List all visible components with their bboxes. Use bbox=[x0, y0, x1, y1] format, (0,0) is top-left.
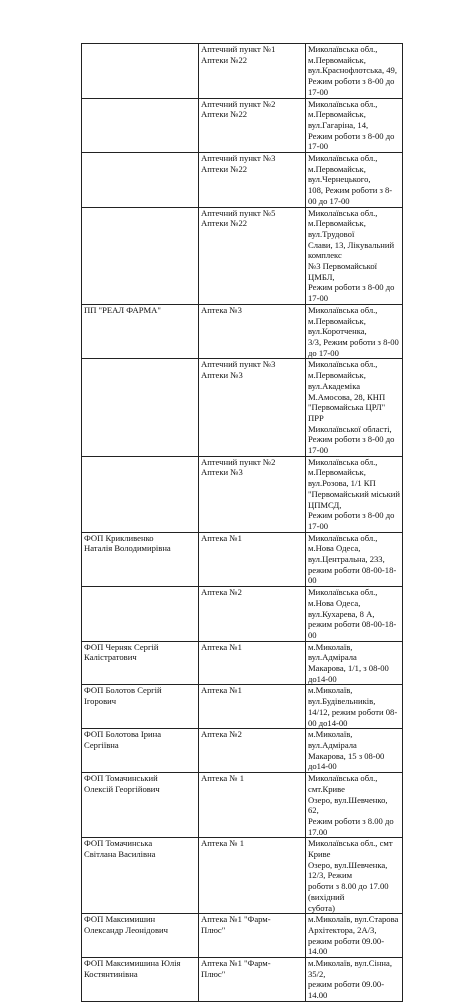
owner-cell bbox=[82, 359, 199, 456]
table-row bbox=[82, 44, 403, 99]
address-cell: Миколаївська обл., м.Первомайськ, вул.Коротченка, 3/3, Режим роботи з 8-00 до 17-00 bbox=[306, 304, 403, 359]
table-row bbox=[82, 153, 403, 208]
address-cell: Миколаївська обл., м.Первомайськ, вул.Академіка М.Амосова, 28, КНП "Первомайська ЦРЛ" ПРР Миколаївської області, Режим роботи з 8-00 до 17-00 bbox=[306, 359, 403, 456]
pharmacy-cell: Аптека №1 bbox=[199, 641, 306, 685]
owner-cell bbox=[82, 207, 199, 304]
table-row bbox=[82, 207, 403, 304]
address-cell: Миколаївська обл., м.Первомайськ, вул.Краснофлотська, 49, Режим роботи з 8-00 до 17-00 bbox=[306, 44, 403, 99]
pharmacy-cell: Аптечний пункт №1 Аптеки №22 bbox=[199, 44, 306, 99]
owner-cell: ФОП Болотова Ірина Сергіївна bbox=[82, 729, 199, 773]
table-row bbox=[82, 587, 403, 642]
address-cell: м.Миколаїв, вул.Будівельників, 14/12, режим роботи 08-00 до14-00 bbox=[306, 685, 403, 729]
owner-cell: ФОП Максимишина Юлія Костянтинівна bbox=[82, 958, 199, 1002]
address-cell: м.Миколаїв, вул.Адмірала Макарова, 15 з 08-00 до14-00 bbox=[306, 729, 403, 773]
table-row bbox=[82, 685, 403, 729]
pharmacy-cell: Аптечний пункт №3 Аптеки №3 bbox=[199, 359, 306, 456]
table-row bbox=[82, 729, 403, 773]
address-cell: Миколаївська обл., м.Первомайськ, вул.Трудової Слави, 13, Лікувальний комплекс №3 Первомайської ЦМБЛ, Режим роботи з 8-00 до 17-00 bbox=[306, 207, 403, 304]
table-row bbox=[82, 958, 403, 1002]
table-row bbox=[82, 532, 403, 587]
owner-cell: ФОП Болотов Сергій Ігорович bbox=[82, 685, 199, 729]
pharmacy-table bbox=[81, 43, 403, 1002]
owner-cell bbox=[82, 153, 199, 208]
address-cell: Миколаївська обл., смт.Криве Озеро, вул.Шевченко, 62, Режим роботи з 8.00 до 17.00 bbox=[306, 773, 403, 838]
address-cell: м.Миколаїв, вул.Адмірала Макарова, 1/1, з 08-00 до14-00 bbox=[306, 641, 403, 685]
pharmacy-cell: Аптечний пункт №2 Аптеки №22 bbox=[199, 98, 306, 153]
owner-cell: ФОП Черняк Сергій Калістратович bbox=[82, 641, 199, 685]
table-row bbox=[82, 773, 403, 838]
address-cell: Миколаївська обл., м.Нова Одеса, вул.Центральна, 233, режим роботи 08-00-18-00 bbox=[306, 532, 403, 587]
pharmacy-cell: Аптека №1 bbox=[199, 532, 306, 587]
pharmacy-cell: Аптека №1 "Фарм- Плюс" bbox=[199, 914, 306, 958]
owner-cell: ФОП Томачинський Олексій Георгійович bbox=[82, 773, 199, 838]
table-row bbox=[82, 914, 403, 958]
address-cell: Миколаївська обл., м.Нова Одеса, вул.Кухарева, 8 А, режим роботи 08-00-18-00 bbox=[306, 587, 403, 642]
pharmacy-cell: Аптека №1 "Фарм- Плюс" bbox=[199, 958, 306, 1002]
table-row bbox=[82, 641, 403, 685]
address-cell: м.Миколаїв, вул.Сінна, 35/2, режим роботи 09.00-14.00 bbox=[306, 958, 403, 1002]
address-cell: Миколаївська обл., м.Первомайськ, вул.Чернецького, 108, Режим роботи з 8-00 до 17-00 bbox=[306, 153, 403, 208]
owner-cell bbox=[82, 587, 199, 642]
table-row bbox=[82, 304, 403, 359]
owner-cell bbox=[82, 44, 199, 99]
pharmacy-cell: Аптека №2 bbox=[199, 729, 306, 773]
pharmacy-cell: Аптечний пункт №2 Аптеки №3 bbox=[199, 456, 306, 532]
owner-cell: ФОП Томачинська Світлана Василівна bbox=[82, 838, 199, 914]
address-cell: Миколаївська обл., смт Криве Озеро, вул.Шевченка, 12/3, Режим роботи з 8.00 до 17.00 (вихідний субота) bbox=[306, 838, 403, 914]
table-row bbox=[82, 456, 403, 532]
pharmacy-cell: Аптека № 1 bbox=[199, 773, 306, 838]
table-row bbox=[82, 838, 403, 914]
owner-cell bbox=[82, 98, 199, 153]
address-cell: Миколаївська обл., м.Первомайськ, вул.Гагаріна, 14, Режим роботи з 8-00 до 17-00 bbox=[306, 98, 403, 153]
table-row bbox=[82, 98, 403, 153]
owner-cell: ПП "РЕАЛ ФАРМА" bbox=[82, 304, 199, 359]
owner-cell bbox=[82, 456, 199, 532]
address-cell: м.Миколаїв, вул.Старова Архітектора, 2А/3, режим роботи 09.00-14.00 bbox=[306, 914, 403, 958]
pharmacy-cell: Аптека №1 bbox=[199, 685, 306, 729]
pharmacy-cell: Аптечний пункт №3 Аптеки №22 bbox=[199, 153, 306, 208]
table-row bbox=[82, 359, 403, 456]
pharmacy-cell: Аптека № 1 bbox=[199, 838, 306, 914]
address-cell: Миколаївська обл., м.Первомайськ, вул.Розова, 1/1 КП "Первомайський міський ЦПМСД, Режим роботи з 8-00 до 17-00 bbox=[306, 456, 403, 532]
pharmacy-table-body bbox=[82, 44, 403, 1002]
owner-cell: ФОП Крикливенко Наталія Володимирівна bbox=[82, 532, 199, 587]
pharmacy-cell: Аптека №3 bbox=[199, 304, 306, 359]
owner-cell: ФОП Максимишин Олександр Леонідович bbox=[82, 914, 199, 958]
pharmacy-cell: Аптека №2 bbox=[199, 587, 306, 642]
pharmacy-cell: Аптечний пункт №5 Аптеки №22 bbox=[199, 207, 306, 304]
